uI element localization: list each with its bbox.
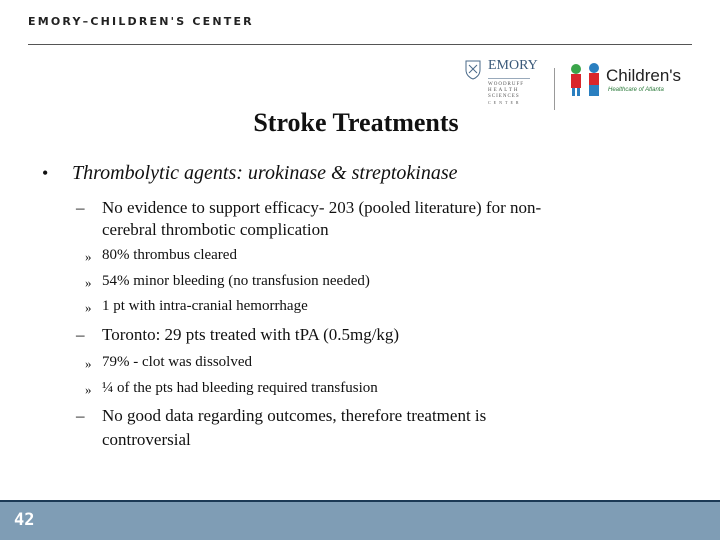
- sub-sub-bullet: 80% thrombus cleared: [102, 247, 237, 263]
- sub-bullet: No evidence to support efficacy- 203 (pooled literature) for non-: [102, 198, 542, 217]
- sub-sub-bullet: ¼ of the pts had bleeding required transfusion: [102, 380, 378, 396]
- chevron-marker: »: [85, 356, 92, 371]
- header-divider: [28, 44, 692, 45]
- bullet-level1: Thrombolytic agents: urokinase & streptokinase: [72, 162, 458, 184]
- sub-sub-bullet: 54% minor bleeding (no transfusion needed): [102, 273, 370, 289]
- emory-wordmark: EMORY: [488, 58, 538, 73]
- sub-bullet: Toronto: 29 pts treated with tPA (0.5mg/kg): [102, 325, 400, 344]
- chevron-marker: »: [85, 382, 92, 397]
- footer-bar: [0, 500, 720, 540]
- sub-bullet-cont: controversial: [102, 430, 191, 449]
- dash-marker: –: [76, 198, 85, 217]
- chevron-marker: »: [85, 249, 92, 264]
- chevron-marker: »: [85, 300, 92, 315]
- slide-title: Stroke Treatments: [253, 108, 459, 137]
- sub-bullet: No good data regarding outcomes, therefore treatment is: [102, 406, 487, 425]
- children-figures-icon: [566, 62, 606, 100]
- bullet-marker: •: [42, 163, 49, 183]
- dash-marker: –: [76, 325, 85, 344]
- dash-marker: –: [76, 406, 85, 425]
- emory-shield-icon: [465, 60, 481, 80]
- childrens-wordmark: Children's: [606, 66, 682, 85]
- sub-bullet-cont: cerebral thrombotic complication: [102, 220, 329, 239]
- logo-divider: [554, 68, 555, 110]
- sub-sub-bullet: 79% - clot was dissolved: [102, 354, 252, 370]
- sub-sub-bullet: 1 pt with intra-cranial hemorrhage: [102, 298, 308, 314]
- chevron-marker: »: [85, 275, 92, 290]
- header-org: EMORY–CHILDREN'S CENTER: [28, 15, 254, 28]
- page-number: 42: [14, 510, 35, 530]
- slide: EMORY–CHILDREN'S CENTER EMORY WOODRUFF HEALTH SCIENCES CENTER Children's Healthcare of Atlanta Stroke Treatments • Thrombolytic agents: urokinase & streptokinase – No evidence to support efficacy- 203 (pooled literature) for non- cerebral thrombotic complication » 80% thrombus cleared » 54% minor bleeding (no transfusion needed) » 1 pt with intra-cranial hemorrhage – Toronto: 29 pts treated with tPA (0.5mg/kg) » 79% - clot was dissolved » ¼ of the pts had bleeding required transfusion – No good data regarding outcomes, therefore treatment is controversial 42: [0, 0, 720, 540]
